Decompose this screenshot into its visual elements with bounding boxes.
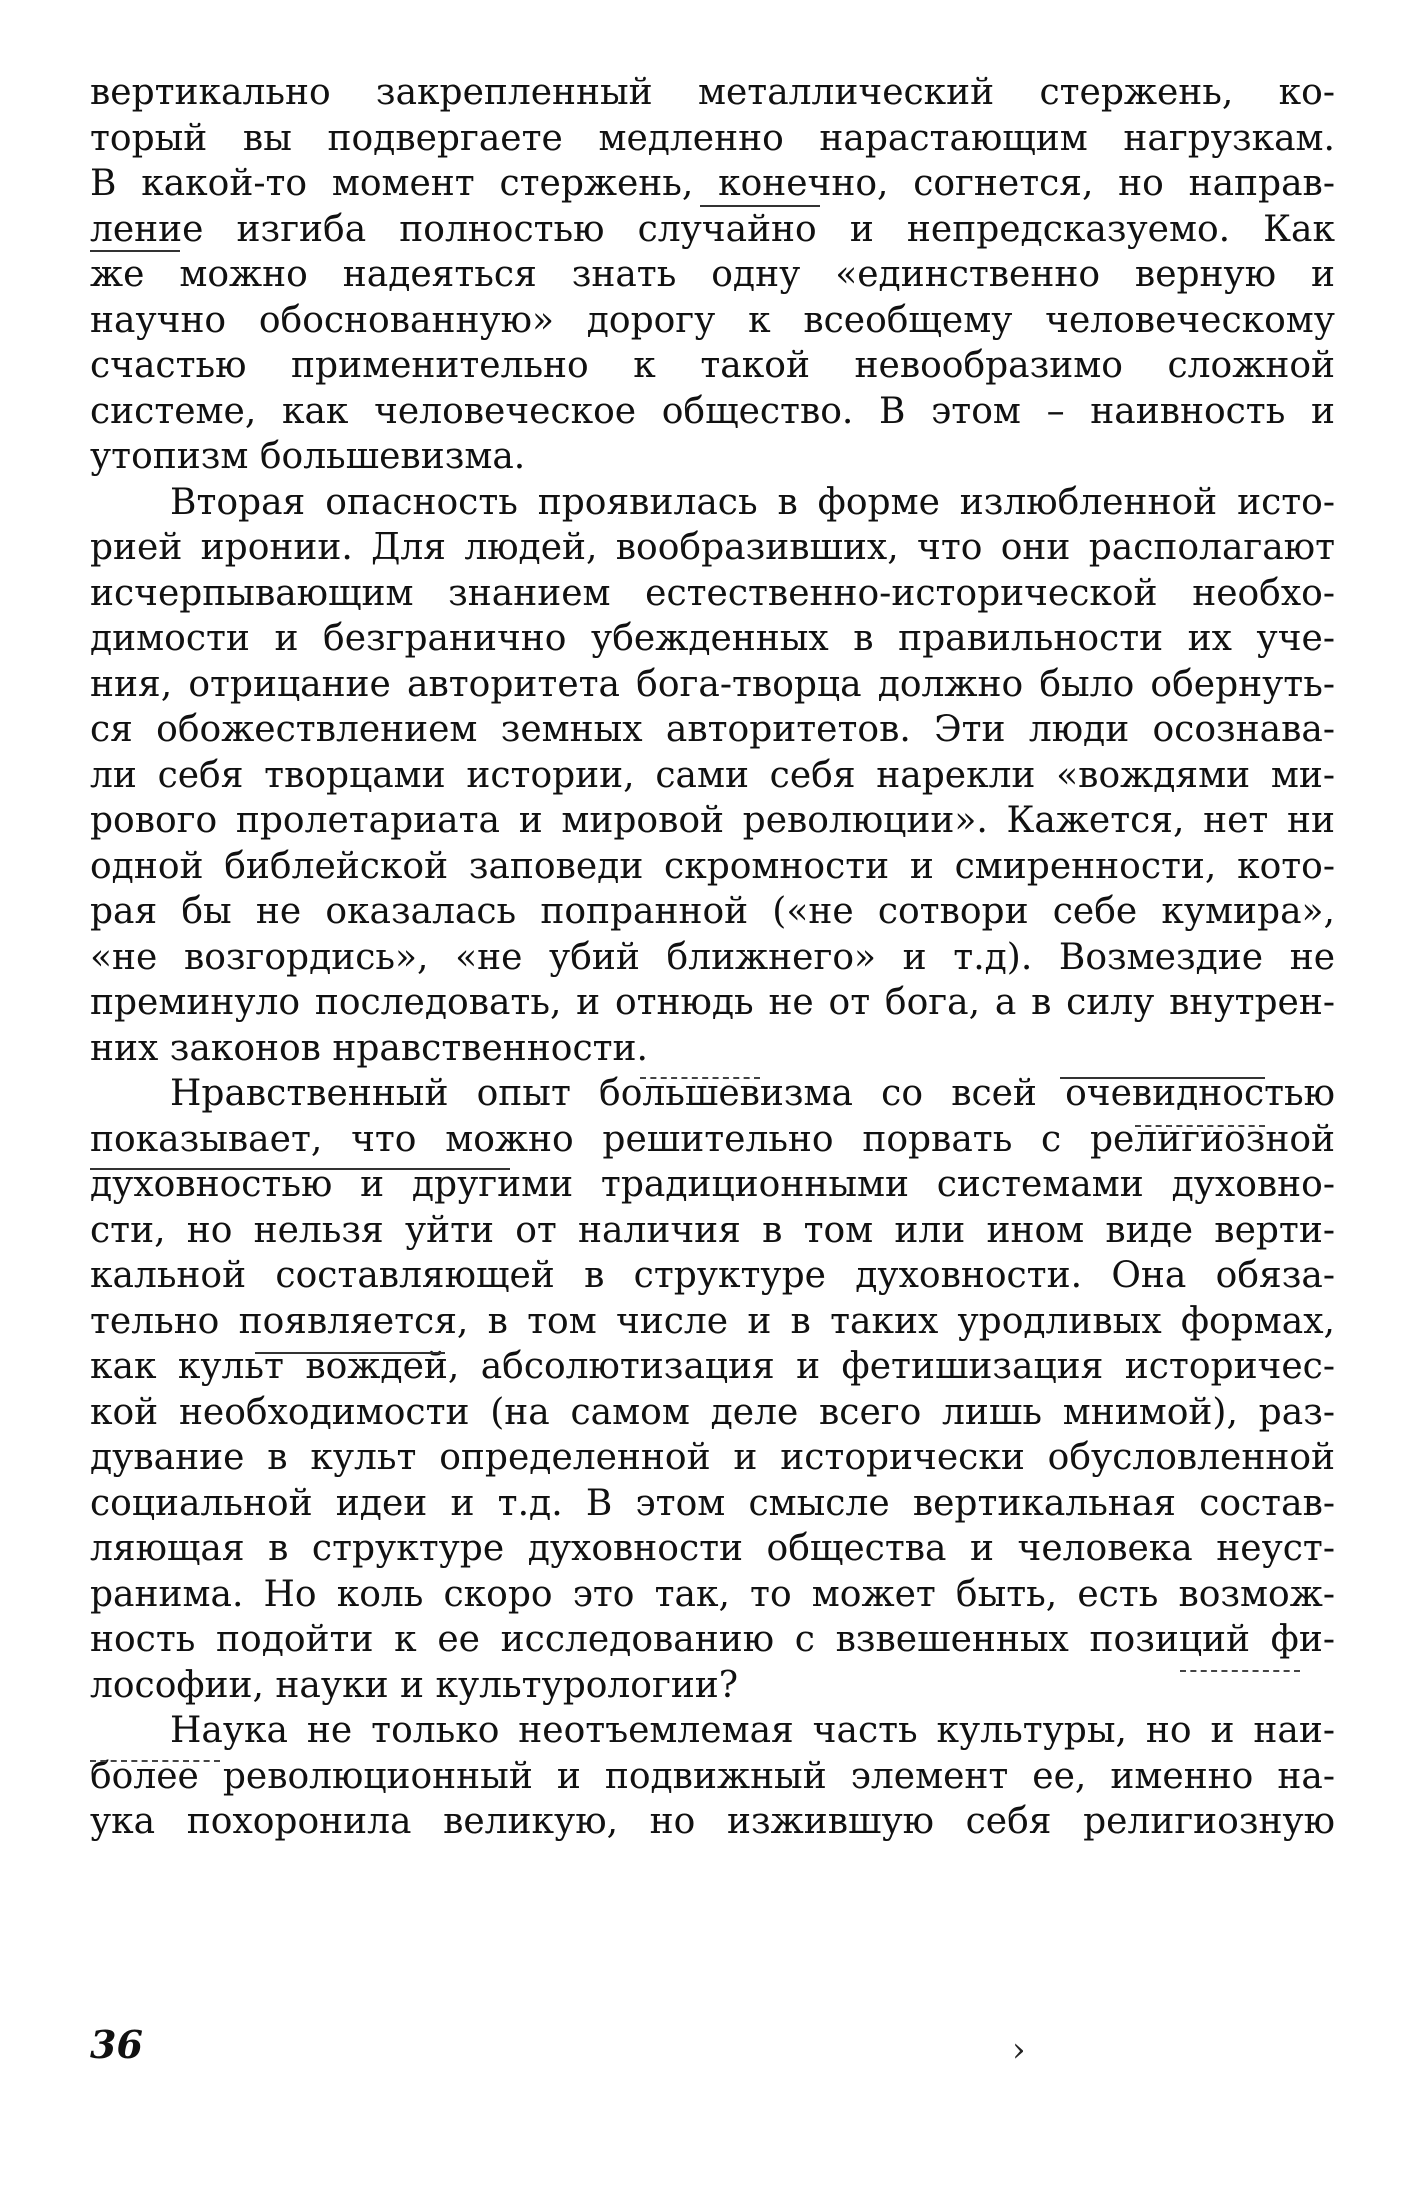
text-line: одной библейской заповеди скромности и смиренности, кото- (90, 845, 1335, 887)
text-line: ление изгиба полностью случайно и непредсказуемо. Как (90, 208, 1335, 250)
text-line: дувание в культ определенной и исторически обусловленной (90, 1437, 1335, 1478)
text-line: счастью применительно к такой невообразимо сложной (90, 345, 1335, 386)
text-line: кальной составляющей в структуре духовности. Она обяза- (90, 1255, 1335, 1296)
text-line: ранима. Но коль скоро это так, то может быть, есть возмож- (90, 1573, 1335, 1615)
text-line: сти, но нельзя уйти от наличия в том или ином виде верти- (90, 1209, 1335, 1251)
text-line: ли себя творцами истории, сами себя нарекли «вождями ми- (90, 754, 1335, 796)
pencil-underline (90, 1760, 220, 1762)
text-line: ния, отрицание авторитета бога-творца должно было обернуть- (90, 663, 1335, 705)
text-line: исчерпывающим знанием естественно-исторической необхо- (90, 572, 1335, 614)
text-line: ляющая в структуре духовности общества и человека неуст- (90, 1528, 1335, 1569)
pencil-underline (255, 1352, 445, 1354)
paragraph-2 (90, 480, 1335, 1072)
text-line: рового пролетариата и мировой революции». Кажется, нет ни (90, 800, 1335, 841)
pencil-underline (90, 250, 180, 252)
text-line: В какой-то момент стержень, конечно, согнется, но направ- (90, 163, 1335, 204)
text-line: ность подойти к ее исследованию с взвешенных позиций фи- (90, 1619, 1335, 1660)
pencil-underline (1060, 1077, 1265, 1079)
text-line: социальной идеи и т.д. В этом смысле вертикальная состав- (90, 1482, 1335, 1524)
page-number: 36 (90, 2022, 143, 2067)
text-line: Вторая опасность проявилась в форме излюбленной исто- (170, 481, 1335, 523)
paragraph-1 (90, 70, 1335, 480)
text-line: Наука не только неотъемлемая часть культуры, но и наи- (170, 1710, 1335, 1751)
text-line: кой необходимости (на самом деле всего лишь мнимой), раз- (90, 1391, 1335, 1433)
text-line: рая бы не оказалась попранной («не сотвори себе кумира», (90, 891, 1335, 932)
text-line: преминуло последовать, и отнюдь не от бога, а в силу внутрен- (90, 982, 1335, 1023)
text-line: «не возгордись», «не убий ближнего» и т.д). Возмездие не (90, 936, 1335, 978)
text-line: тельно появляется, в том числе и в таких уродливых формах, (90, 1300, 1335, 1342)
text-line: утопизм большевизма. (90, 436, 526, 477)
pencil-underline (1180, 1670, 1300, 1672)
paragraph-3 (90, 1071, 1335, 1708)
text-line: духовностью и другими традиционными системами духовно- (90, 1164, 1335, 1205)
pencil-underline (90, 1168, 510, 1170)
text-line: показывает, что можно решительно порвать с религиозной (90, 1118, 1335, 1160)
text-line: вертикально закрепленный металлический стержень, ко- (90, 72, 1335, 113)
text-line: лософии, науки и культурологии? (90, 1664, 739, 1706)
text-line: же можно надеяться знать одну «единственно верную и (90, 254, 1335, 295)
text-line: них законов нравственности. (90, 1027, 648, 1069)
margin-mark: › (1012, 2030, 1026, 2070)
text-line: более революционный и подвижный элемент ее, именно на- (90, 1755, 1335, 1797)
page-body (90, 70, 1335, 1845)
text-line: димости и безгранично убежденных в правильности их уче- (90, 618, 1335, 659)
text-line: как культ вождей, абсолютизация и фетишизация историчес- (90, 1346, 1335, 1387)
text-line: ука похоронила великую, но изжившую себя религиозную (90, 1801, 1335, 1842)
text-line: торый вы подвергаете медленно нарастающим нагрузкам. (90, 117, 1335, 159)
text-line: системе, как человеческое общество. В этом – наивность и (90, 390, 1335, 432)
text-line: Нравственный опыт большевизма со всей очевидностью (170, 1073, 1335, 1114)
text-line: рией иронии. Для людей, вообразивших, что они располагают (90, 527, 1335, 568)
pencil-underline (700, 205, 820, 207)
pencil-underline (1135, 1125, 1265, 1127)
text-line: научно обоснованную» дорогу к всеобщему человеческому (90, 299, 1335, 341)
text-line: ся обожествлением земных авторитетов. Эти люди осознава- (90, 709, 1335, 750)
pencil-underline (640, 1077, 760, 1079)
paragraph-4 (90, 1708, 1335, 1845)
